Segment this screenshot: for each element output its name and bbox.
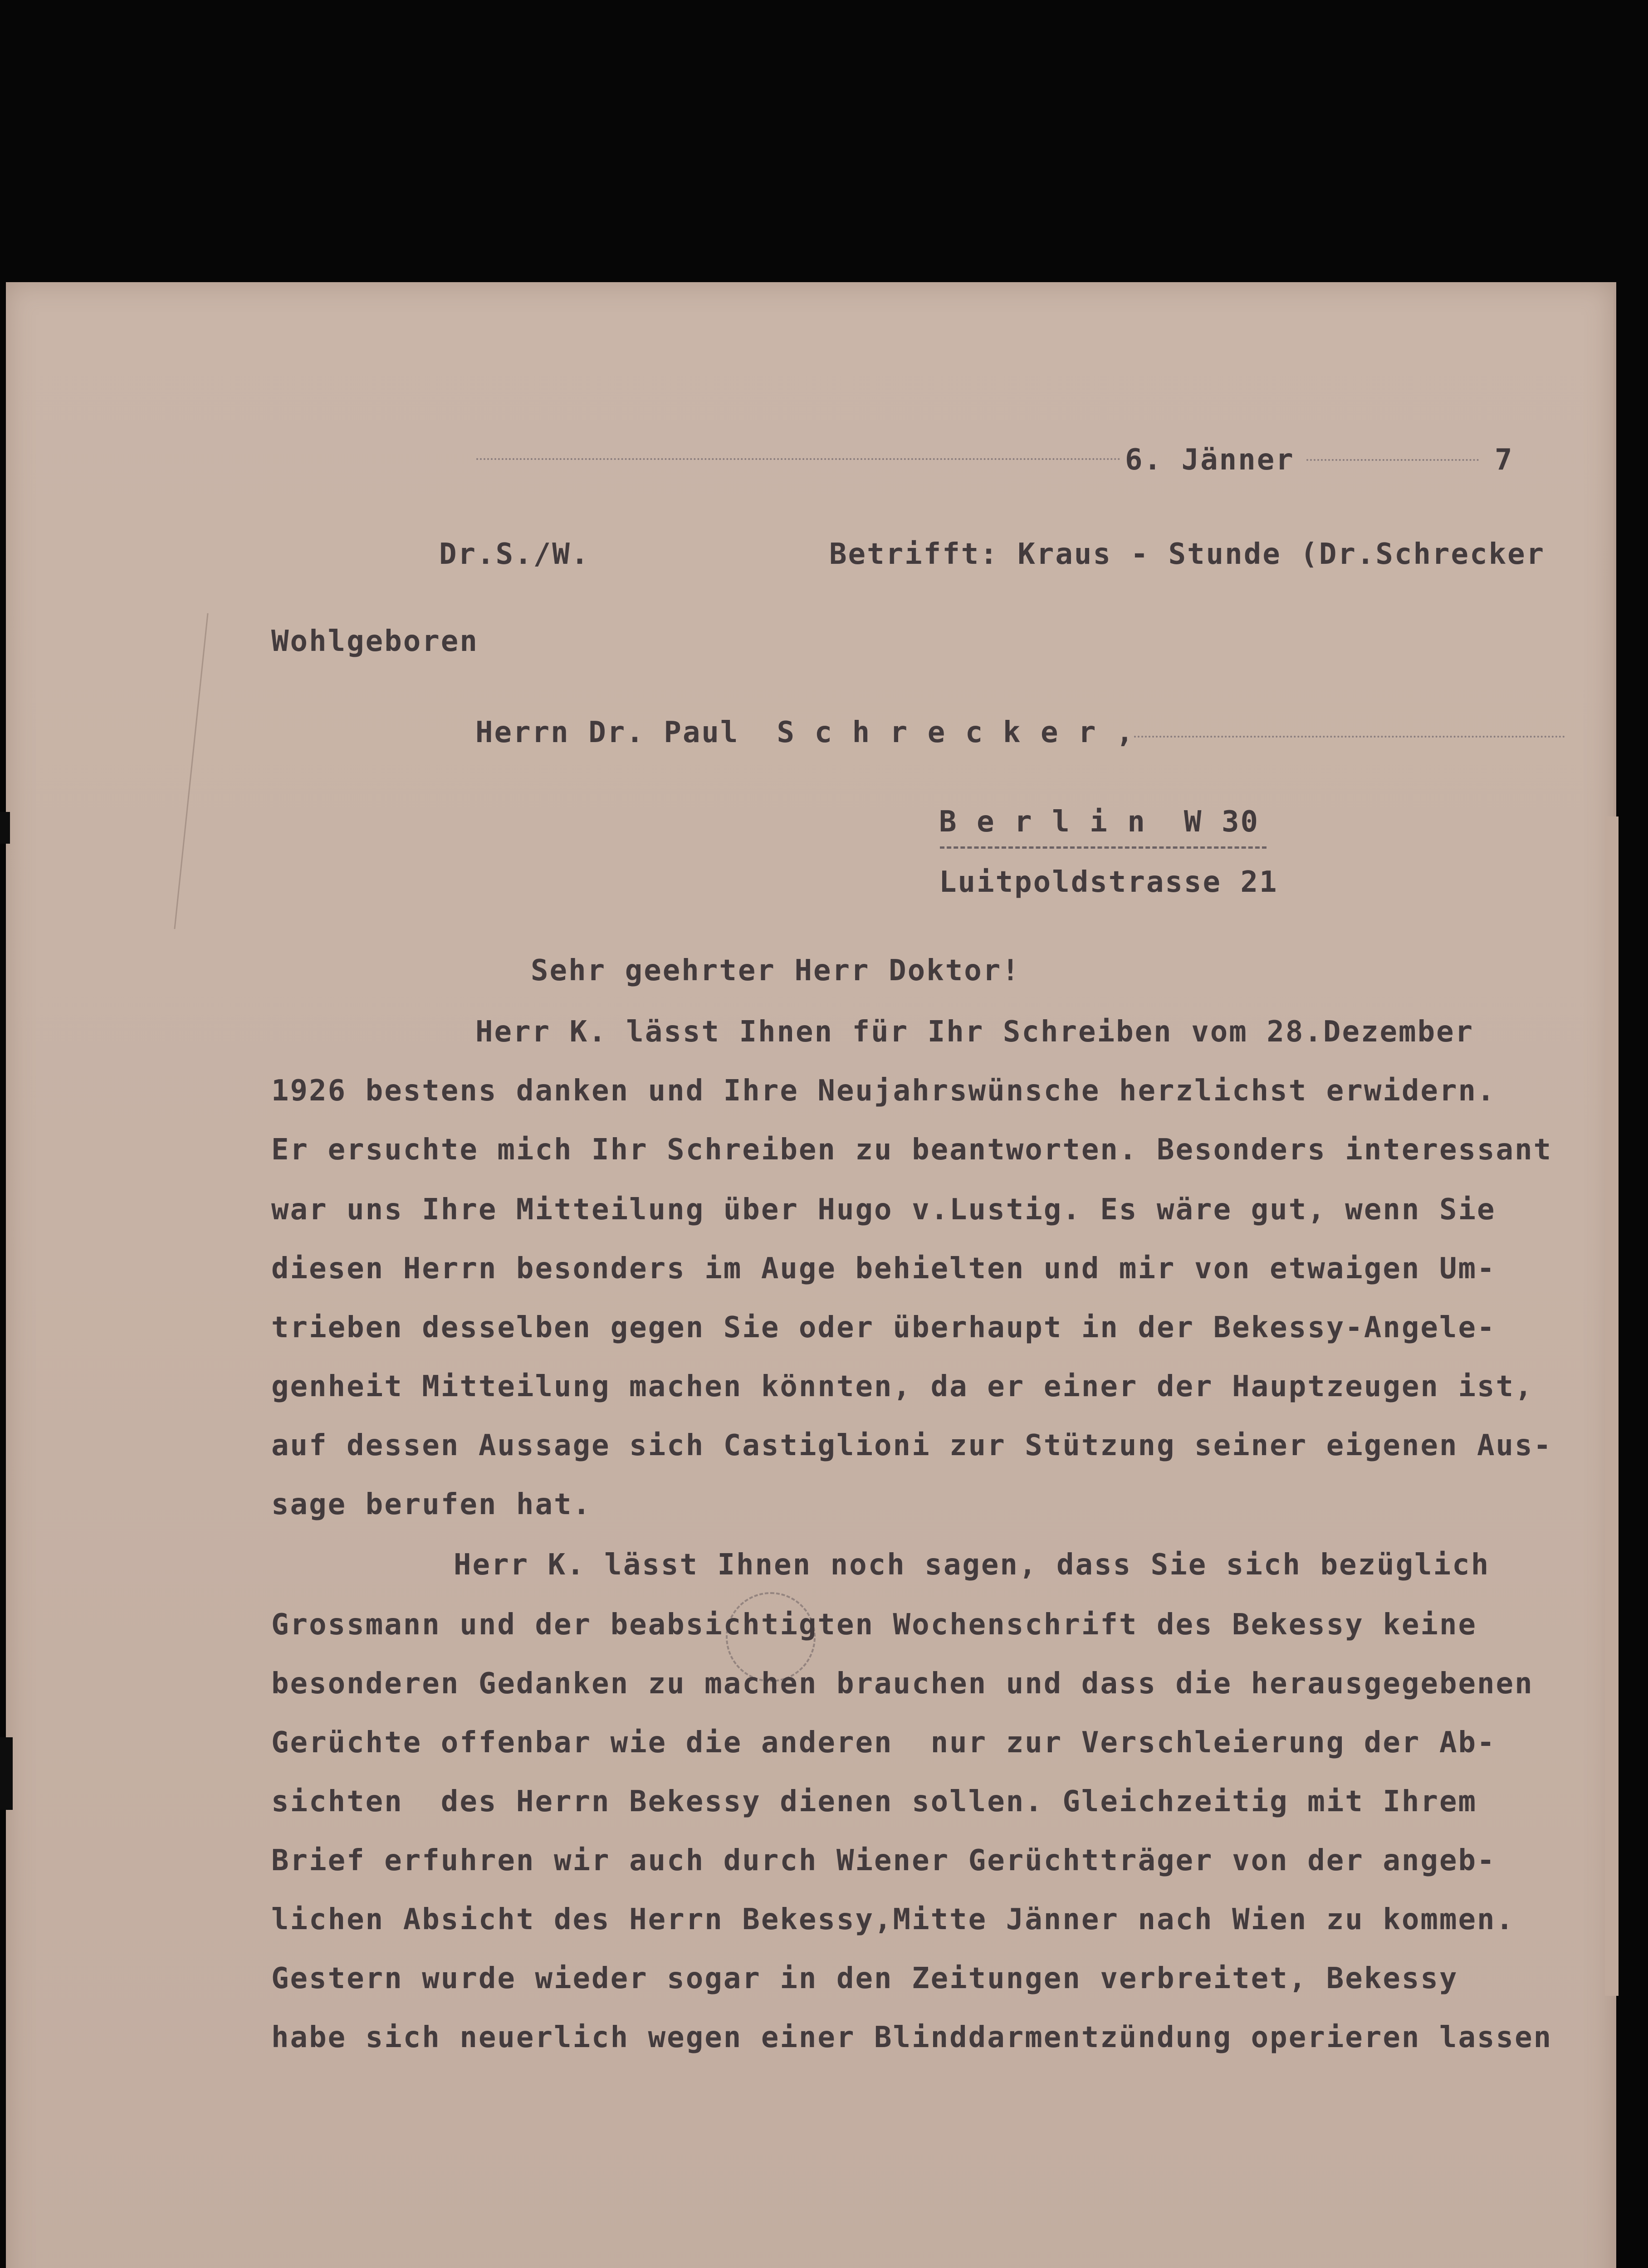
header-dotted-rule <box>476 458 1120 460</box>
recipient-dotted-rule <box>1134 736 1565 738</box>
body-line: Brief erfuhren wir auch durch Wiener Gerüchtträger von der angeb- <box>271 1844 1496 1877</box>
body-line: Herr K. lässt Ihnen für Ihr Schreiben vom 28.Dezember <box>475 1015 1474 1049</box>
body-line: Grossmann und der beabsichtigten Wochenschrift des Bekessy keine <box>271 1608 1477 1642</box>
letter-date: 6. Jänner <box>1125 443 1295 477</box>
salutation-title: Wohlgeboren <box>271 625 479 658</box>
body-line: Herr K. lässt Ihnen noch sagen, dass Sie sich bezüglich <box>454 1548 1490 1582</box>
recipient-street: Luitpoldstrasse 21 <box>939 865 1278 899</box>
body-line: trieben desselben gegen Sie oder überhaupt in der Bekessy-Angele- <box>271 1311 1496 1344</box>
body-line: Gestern wurde wieder sogar in den Zeitungen verbreitet, Bekessy <box>271 1962 1458 1995</box>
header-dotted-rule-right <box>1306 459 1479 461</box>
body-line: diesen Herrn besonders im Auge behielten und mir von etwaigen Um- <box>271 1252 1496 1286</box>
letter-greeting: Sehr geehrter Herr Doktor! <box>531 954 1021 987</box>
body-line: 1926 bestens danken und Ihre Neujahrswünsche herzlichst erwidern. <box>271 1074 1496 1108</box>
body-line: genheit Mitteilung machen könnten, da er einer der Hauptzeugen ist, <box>271 1370 1534 1403</box>
body-line: besonderen Gedanken zu machen brauchen und dass die herausgegebenen <box>271 1667 1534 1701</box>
recipient-name: Herrn Dr. Paul S c h r e c k e r , <box>475 716 1135 749</box>
body-line: Gerüchte offenbar wie die anderen nur zur Verschleierung der Ab- <box>271 1726 1496 1760</box>
body-line: sichten des Herrn Bekessy dienen sollen. Gleichzeitig mit Ihrem <box>271 1785 1477 1818</box>
body-line: habe sich neuerlich wegen einer Blinddarmentzündung operieren lassen <box>271 2021 1553 2054</box>
torn-edge-top <box>0 812 10 844</box>
body-line: auf dessen Aussage sich Castiglioni zur Stützung seiner eigenen Aus- <box>271 1429 1553 1462</box>
body-line: Er ersuchte mich Ihr Schreiben zu beantworten. Besonders interessant <box>271 1133 1553 1167</box>
body-line: war uns Ihre Mitteilung über Hugo v.Lustig. Es wäre gut, wenn Sie <box>271 1193 1496 1227</box>
recipient-city: B e r l i n W 30 <box>939 805 1260 839</box>
subject-line: Betrifft: Kraus - Stunde (Dr.Schrecker <box>829 538 1545 571</box>
body-line: lichen Absicht des Herrn Bekessy,Mitte Jänner nach Wien zu kommen. <box>271 1903 1515 1936</box>
torn-edge-bottom <box>0 1737 13 1810</box>
reference-code: Dr.S./W. <box>439 538 590 571</box>
page-number: 7 <box>1495 443 1514 477</box>
city-underline <box>940 846 1267 849</box>
paper-edge <box>1605 816 1619 1996</box>
body-line: sage berufen hat. <box>271 1488 592 1521</box>
